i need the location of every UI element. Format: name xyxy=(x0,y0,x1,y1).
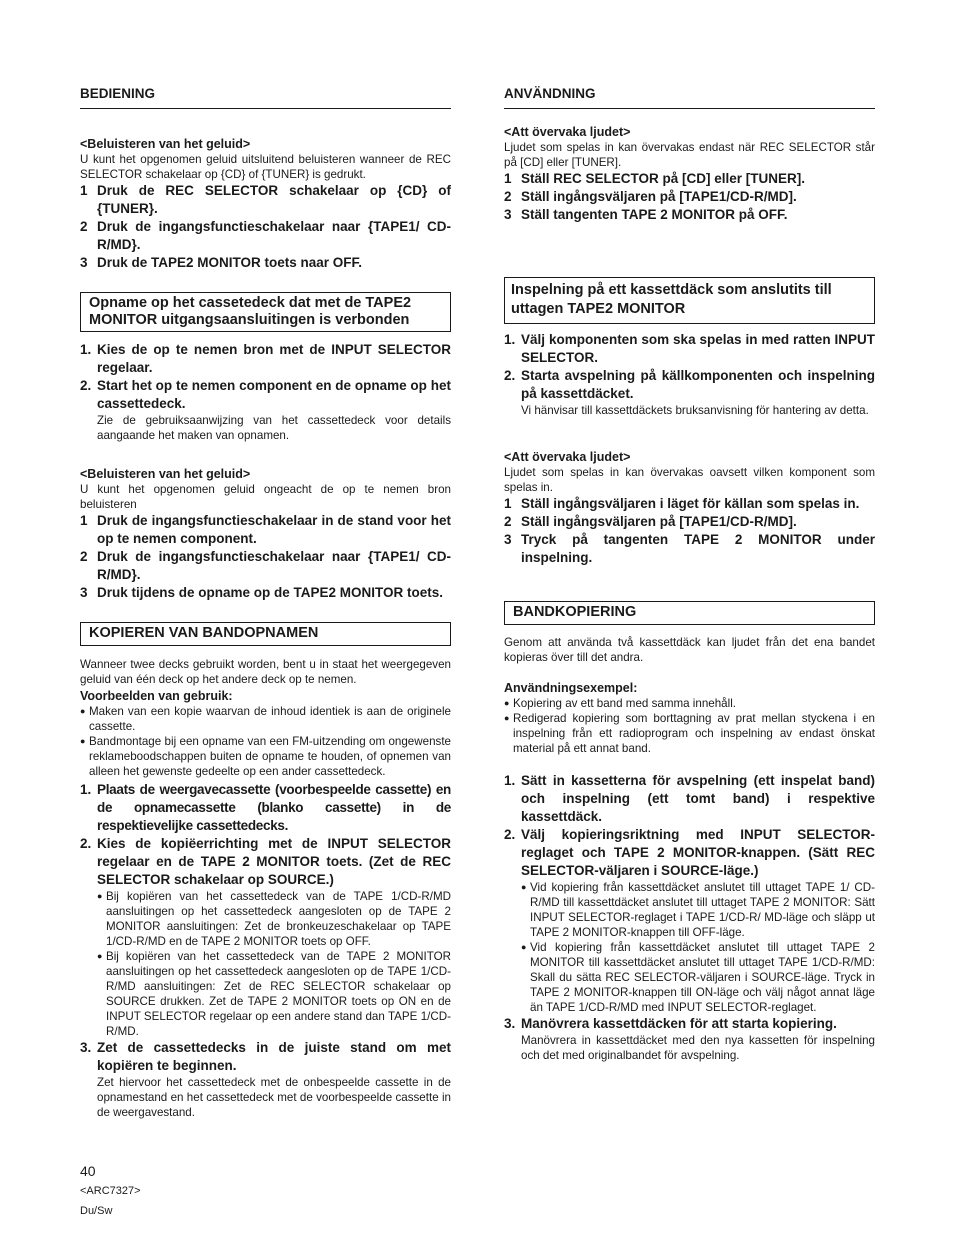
right-copy-block xyxy=(504,635,875,1063)
step-text: Druk de ingangsfunctieschakelaar in de stand voor het op te nemen component. xyxy=(97,513,451,546)
step-text: Ställ ingångsväljaren i läget för källan som spelas in. xyxy=(521,496,860,511)
list-item xyxy=(80,734,451,779)
step-text: Ställ tangenten TAPE 2 MONITOR på OFF. xyxy=(521,207,788,222)
right-copy-steps xyxy=(504,772,875,1063)
bullet-text: Bij kopiëren van het cassettedeck van de TAPE 2 MONITOR aansluitingen op het cassettedeck aangesloten op de TAPE 1/CD-R/MD aansluitingen: Zet de REC SELECTOR schakelaar op SOURCE drukken. Zet de TAPE 2 MONITOR toets op ON en de INPUT SELECTOR regelaar op een andere stand dan TAPE 1/CD-R/MD. xyxy=(106,949,451,1038)
language-code: Du/Sw xyxy=(80,1205,113,1217)
left-listen-block-2 xyxy=(80,467,451,602)
step-text: Välj kopieringsriktning med INPUT SELECTOR-reglaget och TAPE 2 MONITOR-knappen. (Sätt REC SELECTOR-väljaren i SOURCE-läge.) xyxy=(521,826,875,878)
page-footer xyxy=(80,1162,141,1218)
left-copy-examples-title: Voorbeelden van gebruik: xyxy=(80,688,233,703)
list-item xyxy=(80,341,451,377)
step-number: 2. xyxy=(80,378,92,393)
list-item xyxy=(504,531,875,567)
step-text: Druk de ingangsfunctieschakelaar naar {TAPE1/ CD-R/MD}. xyxy=(97,549,451,582)
list-item xyxy=(80,584,451,602)
bullet-icon: ● xyxy=(80,735,86,746)
step-number: 3 xyxy=(80,585,88,600)
list-item xyxy=(80,182,451,218)
right-monitor-intro-2: Ljudet som spelas in kan övervakas oavsett vilken komponent som spelas in. xyxy=(504,466,875,494)
right-monitor-block-2 xyxy=(504,450,875,567)
right-monitor-title-1: <Att övervaka ljudet> xyxy=(504,125,631,139)
list-item xyxy=(504,826,875,1015)
list-item xyxy=(97,949,451,1039)
step-number: 1. xyxy=(504,772,516,788)
step-text: Manövrera kassettdäcken för att starta kopiering. xyxy=(521,1015,837,1031)
step-note: Vi hänvisar till kassettdäckets bruksanvisning för hantering av detta. xyxy=(521,404,869,417)
left-listen-title-2: <Beluisteren van het geluid> xyxy=(80,467,251,481)
left-copy-examples xyxy=(80,704,451,779)
step-number: 1 xyxy=(504,171,512,186)
list-item xyxy=(504,711,875,756)
step-text: Kies de kopiëerrichting met de INPUT SELECTOR regelaar en de TAPE 2 MONITOR toets. (Zet de REC SELECTOR schakelaar op SOURCE.) xyxy=(97,835,451,887)
step-number: 1 xyxy=(504,496,512,511)
list-item xyxy=(504,188,875,206)
right-monitor-steps-1 xyxy=(504,170,875,224)
list-item xyxy=(504,495,875,513)
left-recording-steps xyxy=(80,341,451,443)
list-item xyxy=(80,1039,451,1120)
right-copy-intro: Genom att använda två kassettdäck kan ljudet från det ena bandet kopieras över till det andra. xyxy=(504,635,875,664)
step-text: Plaats de weergavecassette (voorbespeelde cassette) en de opnamecassette (blanko cassette) in de respektievelijke cassettedecks. xyxy=(97,781,451,833)
left-listen-steps-2 xyxy=(80,512,451,602)
list-item xyxy=(80,704,451,734)
left-listen-intro-1: U kunt het opgenomen geluid uitsluitend beluisteren wanneer de REC SELECTOR schakelaar op {CD} of {TUNER} is gedrukt. xyxy=(80,153,451,181)
list-item xyxy=(504,367,875,418)
bullet-icon: ● xyxy=(97,890,103,901)
step-note: Manövrera in kassettdäcket med den nya kassetten för inspelning och det med originalbandet för avspelning. xyxy=(521,1033,875,1062)
step-text: Välj komponenten som ska spelas in med ratten INPUT SELECTOR. xyxy=(521,332,875,365)
bullet-icon: ● xyxy=(504,697,510,708)
list-item xyxy=(80,254,451,272)
list-item xyxy=(80,835,451,1039)
left-column xyxy=(80,82,451,1120)
right-recording-steps xyxy=(504,331,875,418)
step-number: 2. xyxy=(504,826,516,842)
right-monitor-intro-1: Ljudet som spelas in kan övervakas endast när REC SELECTOR står på [CD] eller [TUNER]. xyxy=(504,141,875,169)
step-number: 3. xyxy=(80,1039,92,1055)
document-code: <ARC7327> xyxy=(80,1185,141,1197)
left-recording-box-title: Opname op het cassetedeck dat met de TAPE2 MONITOR uitgangsaansluitingen is verbonden xyxy=(80,292,451,332)
right-copy-step2-bullets xyxy=(521,880,875,1015)
step-text: Druk de ingangsfunctieschakelaar naar {TAPE1/ CD-R/MD}. xyxy=(97,219,451,252)
bullet-icon: ● xyxy=(521,941,527,952)
right-monitor-title-2: <Att övervaka ljudet> xyxy=(504,450,631,464)
list-item xyxy=(80,377,451,443)
step-text: Druk tijdens de opname op de TAPE2 MONITOR toets. xyxy=(97,585,444,600)
bullet-text: Maken van een kopie waarvan de inhoud identiek is aan de originele cassette. xyxy=(89,704,451,733)
bullet-text: Vid kopiering från kassettdäcket anslutet till uttaget TAPE 1/ CD-R/MD till kassettdäcket anslutet till uttaget TAPE 2 MONITOR: Sätt INPUT SELECTOR-reglaget i TAPE 1/CD-R/ MD-läge och släpp ut TAPE 2 MONITOR-knappen till OFF-läge. xyxy=(530,880,875,939)
right-copy-examples xyxy=(504,696,875,756)
step-text: Kies de op te nemen bron met de INPUT SELECTOR regelaar. xyxy=(97,342,451,375)
step-text: Ställ ingångsväljaren på [TAPE1/CD-R/MD]. xyxy=(521,514,797,529)
right-monitor-steps-2 xyxy=(504,495,875,567)
bullet-text: Bij kopiëren van het cassettedeck van de TAPE 1/CD-R/MD aansluitingen op het cassettedeck aangesloten op de TAPE 2 MONITOR aansluitingen: Zet de bronkeuzeschakelaar op TAPE 1/CD-R/MD en de TAPE 2 MONITOR toets op OFF. xyxy=(106,889,451,948)
step-number: 3. xyxy=(504,1015,516,1031)
step-number: 2 xyxy=(504,514,512,529)
step-number: 1. xyxy=(504,332,516,347)
right-monitor-block-1 xyxy=(504,125,875,224)
right-section-header: ANVÄNDNING xyxy=(504,82,875,109)
step-text: Starta avspelning på källkomponenten och inspelning på kassettdäcket. xyxy=(521,368,875,401)
step-text: Ställ ingångsväljaren på [TAPE1/CD-R/MD]. xyxy=(521,189,797,204)
list-item xyxy=(97,889,451,949)
list-item xyxy=(504,772,875,826)
right-column xyxy=(504,82,875,1063)
step-number: 2 xyxy=(80,549,88,564)
left-listen-steps-1 xyxy=(80,182,451,272)
step-number: 2. xyxy=(80,835,92,851)
list-item xyxy=(521,880,875,940)
list-item xyxy=(521,940,875,1015)
list-item xyxy=(504,513,875,531)
step-text: Druk de REC SELECTOR schakelaar op {CD} of {TUNER}. xyxy=(97,183,451,216)
right-recording-block xyxy=(504,331,875,418)
bullet-icon: ● xyxy=(504,712,510,723)
left-listen-intro-2: U kunt het opgenomen geluid ongeacht de op te nemen bron beluisteren xyxy=(80,483,451,511)
right-copy-examples-title: Användningsexempel: xyxy=(504,680,638,695)
left-copy-block xyxy=(80,657,451,1120)
step-text: Sätt in kassetterna för avspelning (ett inspelat band) och inspelning (ett tomt band) i respektive kassettdäck. xyxy=(521,772,875,824)
bullet-text: Vid kopiering från kassettdäcket anslutet till uttaget TAPE 2 MONITOR till kassettdäcket anslutet till uttaget TAPE 1/CD-R/MD: Skall du sätta REC SELECTOR-väljaren i SOURCE-läge. Tryck in TAPE 2 MONITOR-knappen till ON-läge och välj något annat läge än TAPE 1/CD-R/MD med INPUT SELECTOR-reglaget. xyxy=(530,940,875,1014)
list-item xyxy=(504,331,875,367)
list-item xyxy=(504,1015,875,1063)
list-item xyxy=(80,512,451,548)
step-number: 1. xyxy=(80,342,92,357)
bullet-text: Redigerad kopiering som borttagning av prat mellan styckena i en inspelning från ett radioprogram och inspelning av endast önskat material på ett annat band. xyxy=(513,711,875,755)
step-number: 1 xyxy=(80,513,88,528)
step-number: 1 xyxy=(80,183,88,198)
bullet-icon: ● xyxy=(97,950,103,961)
bullet-text: Bandmontage bij een opname van een FM-uitzending om ongewenste reklameboodschappen buiten de opname te houden, of opnemen van alleen het gewenste gedeelte op een ander cassettedeck. xyxy=(89,734,451,778)
list-item xyxy=(80,548,451,584)
step-text: Ställ REC SELECTOR på [CD] eller [TUNER]. xyxy=(521,171,806,186)
list-item xyxy=(80,781,451,835)
step-text: Start het op te nemen component en de opname op het cassettedeck. xyxy=(97,378,451,411)
step-number: 3 xyxy=(80,255,88,270)
step-text: Zet de cassettedecks in de juiste stand om met kopiëren te beginnen. xyxy=(97,1039,451,1073)
page-number: 40 xyxy=(80,1163,96,1179)
right-copy-box-title: BANDKOPIERING xyxy=(504,601,875,625)
step-text: Druk de TAPE2 MONITOR toets naar OFF. xyxy=(97,255,363,270)
step-number: 1. xyxy=(80,781,92,797)
list-item xyxy=(504,206,875,224)
bullet-icon: ● xyxy=(80,705,86,716)
left-listen-block-1 xyxy=(80,137,451,272)
left-recording-block xyxy=(80,341,451,443)
step-note: Zet hiervoor het cassettedeck met de onbespeelde cassette in de opnamestand en het cassettedeck met de voorbespeelde cassette in de weergavestand. xyxy=(97,1075,451,1119)
list-item xyxy=(504,170,875,188)
bullet-icon: ● xyxy=(521,881,527,892)
step-number: 2 xyxy=(504,189,512,204)
list-item xyxy=(504,696,875,711)
step-number: 2 xyxy=(80,219,88,234)
bullet-text: Kopiering av ett band med samma innehåll. xyxy=(513,696,736,710)
left-copy-intro: Wanneer twee decks gebruikt worden, bent u in staat het weergegeven geluid van één deck op het andere deck op te nemen. xyxy=(80,657,451,686)
step-number: 2. xyxy=(504,368,516,383)
list-item xyxy=(80,218,451,254)
left-copy-step2-bullets xyxy=(97,889,451,1039)
left-section-header: BEDIENING xyxy=(80,82,451,109)
left-copy-box-title: KOPIEREN VAN BANDOPNAMEN xyxy=(80,622,451,646)
left-listen-title-1: <Beluisteren van het geluid> xyxy=(80,137,251,151)
right-recording-box-title: Inspelning på ett kassettdäck som anslutits till uttagen TAPE2 MONITOR xyxy=(504,277,875,324)
step-number: 3 xyxy=(504,207,512,222)
step-note: Zie de gebruiksaanwijzing van het cassettedeck voor details aangaande het maken van opnamen. xyxy=(97,414,451,442)
left-copy-steps xyxy=(80,781,451,1120)
step-number: 3 xyxy=(504,532,512,547)
step-text: Tryck på tangenten TAPE 2 MONITOR under inspelning. xyxy=(521,532,875,565)
